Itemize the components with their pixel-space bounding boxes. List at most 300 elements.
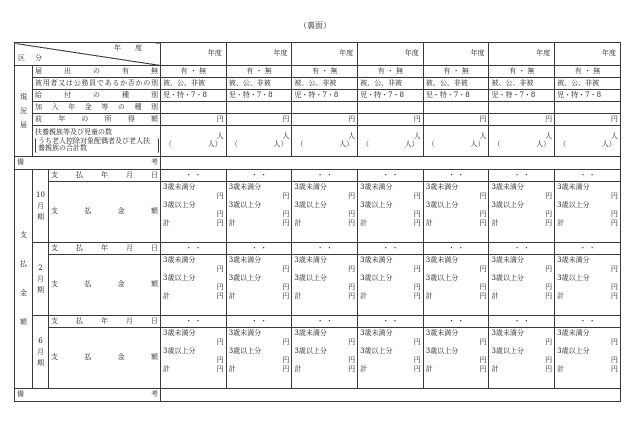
payment-date-cell[interactable] xyxy=(423,316,489,328)
paren-open: （ xyxy=(427,140,435,148)
date-dots: ・ ・ xyxy=(579,316,596,325)
yen-unit: 円 xyxy=(282,114,290,123)
yen-unit: 円 xyxy=(348,114,356,123)
payment-date-cell[interactable] xyxy=(555,170,621,182)
paren-open: （ xyxy=(230,140,238,148)
hiyosha-value: 被、公、非被 xyxy=(294,78,337,87)
over-3-label: 3歳以上分 xyxy=(425,274,459,282)
paren-close: 人） xyxy=(339,140,354,148)
payment-date-cell[interactable] xyxy=(358,243,424,255)
shotoku-cell[interactable] xyxy=(423,114,489,126)
todoke-cell[interactable] xyxy=(555,66,621,78)
yen-unit: 円 xyxy=(479,219,487,227)
year-label: 年度 xyxy=(339,49,354,58)
year-column-header xyxy=(161,43,227,66)
date-dots: ・ ・ xyxy=(250,243,268,252)
row-label-text: 届出の有無 xyxy=(35,66,159,75)
paren-close: 人） xyxy=(470,140,485,148)
under-3-label: 3歳未満分 xyxy=(491,183,524,191)
hiyosha-cell[interactable] xyxy=(358,78,424,90)
yen-unit: 円 xyxy=(348,356,356,364)
payment-date-cell[interactable] xyxy=(423,243,489,255)
hiyosha-value: 被、公、非被 xyxy=(491,78,534,87)
hiyosha-value: 被、公、非被 xyxy=(360,78,403,87)
nenkin-cell[interactable] xyxy=(161,102,227,114)
shotoku-cell[interactable] xyxy=(555,114,621,126)
kyufu-value: 児・特・7・8 xyxy=(425,90,470,99)
nenkin-cell[interactable] xyxy=(358,102,424,114)
payment-date-cell[interactable] xyxy=(358,316,424,328)
status-form-table xyxy=(14,42,621,402)
yen-unit: 円 xyxy=(216,365,224,373)
row-label-text: 被用者又は公務員であるか否かの別 xyxy=(35,78,159,87)
payment-amount-cell[interactable] xyxy=(489,328,555,389)
todoke-cell[interactable] xyxy=(161,66,227,78)
hiyosha-cell[interactable] xyxy=(555,78,621,90)
payment-amount-text: 支払金額 xyxy=(51,207,159,216)
yen-unit: 円 xyxy=(479,338,487,346)
hiyosha-value: 被、公、非被 xyxy=(163,78,206,87)
paren-close: 人） xyxy=(207,140,222,148)
todoke-cell[interactable] xyxy=(292,66,358,78)
payment-amount-cell[interactable] xyxy=(555,182,621,243)
header-corner-cell xyxy=(15,43,161,66)
under-3-label: 3歳未満分 xyxy=(360,329,393,337)
dependents-label: 扶養親族等及び児童の数 xyxy=(35,128,112,137)
paren-open: （ xyxy=(493,140,501,148)
kyufu-cell[interactable] xyxy=(489,90,555,102)
over-3-label: 3歳以上分 xyxy=(557,274,590,282)
todoke-value: 有 ・ 無 xyxy=(377,66,404,75)
under-3-label: 3歳未満分 xyxy=(557,329,590,337)
yen-unit: 円 xyxy=(479,283,487,291)
persons-unit: 人 xyxy=(282,132,290,141)
date-dots: ・ ・ xyxy=(447,316,465,325)
payment-amount-cell[interactable] xyxy=(226,328,292,389)
payment-date-cell[interactable] xyxy=(161,170,227,182)
payment-amount-cell[interactable] xyxy=(226,182,292,243)
payment-amount-cell[interactable] xyxy=(358,182,424,243)
yen-unit: 円 xyxy=(348,338,356,346)
yen-unit: 円 xyxy=(282,192,290,200)
payment-amount-cell[interactable] xyxy=(423,255,489,316)
year-column-header xyxy=(292,43,358,66)
payment-amount-cell[interactable] xyxy=(161,328,227,389)
payment-date-cell[interactable] xyxy=(292,170,358,182)
over-3-label: 3歳以上分 xyxy=(228,347,262,355)
yen-unit: 円 xyxy=(216,192,224,200)
remarks-label xyxy=(15,157,161,170)
todoke-value: 有 ・ 無 xyxy=(574,66,601,75)
payment-amount-label xyxy=(49,328,161,389)
payment-date-cell[interactable] xyxy=(555,316,621,328)
year-column-header xyxy=(358,43,424,66)
under-3-label: 3歳未満分 xyxy=(294,329,327,337)
kyufu-cell[interactable] xyxy=(555,90,621,102)
under-3-label: 3歳未満分 xyxy=(557,183,590,191)
yen-unit: 円 xyxy=(282,365,290,373)
yen-unit: 円 xyxy=(545,292,553,300)
under-3-label: 3歳未満分 xyxy=(163,256,196,264)
payment-date-cell[interactable] xyxy=(226,243,292,255)
yen-unit: 円 xyxy=(610,219,618,227)
total-label: 計 xyxy=(228,219,236,227)
fuyo-cell[interactable] xyxy=(423,126,489,157)
total-label: 計 xyxy=(491,219,499,227)
hiyosha-cell[interactable] xyxy=(423,78,489,90)
hiyosha-cell[interactable] xyxy=(226,78,292,90)
payment-date-text: 支払年月日 xyxy=(51,243,159,252)
dependents-note: うち老人控除対象配偶者及び老人扶養親族の合計数 xyxy=(35,138,159,153)
total-label: 計 xyxy=(294,292,302,300)
paren-close: 人） xyxy=(404,140,419,148)
persons-unit: 人 xyxy=(413,132,421,141)
row-label-text: 給付の種別 xyxy=(35,90,159,99)
payment-date-cell[interactable] xyxy=(226,170,292,182)
year-label: 年度 xyxy=(601,49,616,58)
over-3-label: 3歳以上分 xyxy=(491,274,524,282)
date-dots: ・ ・ xyxy=(316,170,333,179)
total-label: 計 xyxy=(491,365,499,373)
payment-date-cell[interactable] xyxy=(226,316,292,328)
row-label-shotoku xyxy=(33,114,161,126)
over-3-label: 3歳以上分 xyxy=(163,274,196,282)
over-3-label: 3歳以上分 xyxy=(491,347,524,355)
kyufu-cell[interactable] xyxy=(226,90,292,102)
over-3-label: 3歳以上分 xyxy=(294,201,327,209)
yen-unit: 円 xyxy=(348,265,356,273)
yen-unit: 円 xyxy=(216,338,224,346)
date-dots: ・ ・ xyxy=(513,243,530,252)
yen-unit: 円 xyxy=(216,356,224,364)
yen-unit: 円 xyxy=(545,210,553,218)
fuyo-cell[interactable] xyxy=(292,126,358,157)
header-year-label: 年度 xyxy=(114,44,157,52)
year-column-header xyxy=(555,43,621,66)
shotoku-cell[interactable] xyxy=(358,114,424,126)
yen-unit: 円 xyxy=(216,114,224,123)
yen-unit: 円 xyxy=(545,219,553,227)
hiyosha-value: 被、公、非被 xyxy=(557,78,600,87)
date-dots: ・ ・ xyxy=(250,316,268,325)
date-dots: ・ ・ xyxy=(579,243,596,252)
total-label: 計 xyxy=(228,365,236,373)
over-3-label: 3歳以上分 xyxy=(425,347,459,355)
hiyosha-cell[interactable] xyxy=(292,78,358,90)
row-label-hiyosha xyxy=(33,78,161,90)
yen-unit: 円 xyxy=(479,265,487,273)
under-3-label: 3歳未満分 xyxy=(228,256,262,264)
yen-unit: 円 xyxy=(348,283,356,291)
status-section-label: 現 況 届 xyxy=(15,66,33,157)
date-dots: ・ ・ xyxy=(250,170,268,179)
payment-date-cell[interactable] xyxy=(423,170,489,182)
under-3-label: 3歳未満分 xyxy=(294,183,327,191)
total-label: 計 xyxy=(425,365,433,373)
total-label: 計 xyxy=(425,219,433,227)
paren-open: （ xyxy=(362,140,370,148)
year-label: 年度 xyxy=(470,49,485,58)
yen-unit: 円 xyxy=(216,292,224,300)
year-column-header xyxy=(226,43,292,66)
total-label: 計 xyxy=(360,219,368,227)
year-label: 年度 xyxy=(207,49,222,58)
over-3-label: 3歳以上分 xyxy=(228,274,262,282)
date-dots: ・ ・ xyxy=(513,316,530,325)
yen-unit: 円 xyxy=(282,292,290,300)
payment-date-cell[interactable] xyxy=(489,243,555,255)
over-3-label: 3歳以上分 xyxy=(557,347,590,355)
yen-unit: 円 xyxy=(610,292,618,300)
payment-amount-cell[interactable] xyxy=(161,255,227,316)
todoke-value: 有 ・ 無 xyxy=(443,66,469,75)
over-3-label: 3歳以上分 xyxy=(294,347,327,355)
total-label: 計 xyxy=(557,365,565,373)
payment-period-label: 6 月 期 xyxy=(33,316,49,389)
yen-unit: 円 xyxy=(282,210,290,218)
over-3-label: 3歳以上分 xyxy=(360,347,393,355)
year-column-header xyxy=(489,43,555,66)
kyufu-cell[interactable] xyxy=(358,90,424,102)
payment-date-text: 支払年月日 xyxy=(51,170,159,179)
row-label-todoke xyxy=(33,66,161,78)
payment-amount-cell[interactable] xyxy=(292,328,358,389)
paren-close: 人） xyxy=(536,140,551,148)
kyufu-cell[interactable] xyxy=(292,90,358,102)
nenkin-cell[interactable] xyxy=(292,102,358,114)
total-label: 計 xyxy=(163,219,171,227)
paren-close: 人） xyxy=(273,140,288,148)
payment-amount-cell[interactable] xyxy=(292,182,358,243)
over-3-label: 3歳以上分 xyxy=(228,201,262,209)
remarks-text: 備考 xyxy=(17,390,159,399)
row-label-fuyo xyxy=(33,126,161,157)
fuyo-cell[interactable] xyxy=(489,126,555,157)
nenkin-cell[interactable] xyxy=(226,102,292,114)
kyufu-value: 児・特・7・8 xyxy=(163,90,207,99)
total-label: 計 xyxy=(163,292,171,300)
payment-amount-cell[interactable] xyxy=(489,255,555,316)
payment-amount-cell[interactable] xyxy=(555,328,621,389)
total-label: 計 xyxy=(557,219,565,227)
persons-unit: 人 xyxy=(545,132,553,141)
yen-unit: 円 xyxy=(545,338,553,346)
todoke-value: 有 ・ 無 xyxy=(509,66,535,75)
payment-date-label xyxy=(49,243,161,255)
kyufu-value: 児・特・7・8 xyxy=(360,90,404,99)
over-3-label: 3歳以上分 xyxy=(425,201,459,209)
todoke-cell[interactable] xyxy=(226,66,292,78)
remarks-text: 備考 xyxy=(17,158,159,167)
over-3-label: 3歳以上分 xyxy=(294,274,327,282)
payment-amount-cell[interactable] xyxy=(358,328,424,389)
yen-unit: 円 xyxy=(413,365,421,373)
under-3-label: 3歳未満分 xyxy=(360,183,393,191)
yen-unit: 円 xyxy=(282,265,290,273)
payment-amount-cell[interactable] xyxy=(423,328,489,389)
payment-amount-cell[interactable] xyxy=(489,182,555,243)
yen-unit: 円 xyxy=(282,338,290,346)
year-label: 年度 xyxy=(273,49,288,58)
total-label: 計 xyxy=(425,292,433,300)
payment-section-label: 支 払 金 額 xyxy=(15,170,33,389)
kyufu-cell[interactable] xyxy=(161,90,227,102)
yen-unit: 円 xyxy=(545,283,553,291)
payment-date-cell[interactable] xyxy=(489,316,555,328)
payment-date-cell[interactable] xyxy=(489,170,555,182)
yen-unit: 円 xyxy=(610,210,618,218)
payment-amount-cell[interactable] xyxy=(292,255,358,316)
yen-unit: 円 xyxy=(348,365,356,373)
fuyo-cell[interactable] xyxy=(555,126,621,157)
yen-unit: 円 xyxy=(413,210,421,218)
payment-date-label xyxy=(49,316,161,328)
paren-open: （ xyxy=(559,140,567,148)
yen-unit: 円 xyxy=(216,210,224,218)
yen-unit: 円 xyxy=(348,210,356,218)
yen-unit: 円 xyxy=(479,114,487,123)
kyufu-value: 児・特・7・8 xyxy=(491,90,536,99)
yen-unit: 円 xyxy=(610,114,618,123)
row-label-text: 前年の所得額 xyxy=(35,114,159,123)
yen-unit: 円 xyxy=(282,219,290,227)
year-label: 年度 xyxy=(404,49,419,58)
yen-unit: 円 xyxy=(479,356,487,364)
shotoku-cell[interactable] xyxy=(489,114,555,126)
date-dots: ・ ・ xyxy=(447,243,465,252)
date-dots: ・ ・ xyxy=(382,170,399,179)
nenkin-cell[interactable] xyxy=(489,102,555,114)
payment-date-text: 支払年月日 xyxy=(51,316,159,325)
payment-date-cell[interactable] xyxy=(292,316,358,328)
yen-unit: 円 xyxy=(610,283,618,291)
yen-unit: 円 xyxy=(479,192,487,200)
remarks-field-2[interactable] xyxy=(161,389,621,402)
yen-unit: 円 xyxy=(413,338,421,346)
under-3-label: 3歳未満分 xyxy=(491,329,524,337)
yen-unit: 円 xyxy=(348,292,356,300)
shotoku-cell[interactable] xyxy=(292,114,358,126)
hiyosha-value: 被、公、非被 xyxy=(425,78,468,87)
remarks-field[interactable] xyxy=(161,157,621,170)
persons-unit: 人 xyxy=(216,132,224,141)
row-label-text: 加入年金等の種別 xyxy=(35,102,159,111)
yen-unit: 円 xyxy=(413,292,421,300)
payment-amount-cell[interactable] xyxy=(555,255,621,316)
todoke-cell[interactable] xyxy=(489,66,555,78)
total-label: 計 xyxy=(294,219,302,227)
total-label: 計 xyxy=(228,292,236,300)
yen-unit: 円 xyxy=(545,114,553,123)
payment-amount-cell[interactable] xyxy=(226,255,292,316)
yen-unit: 円 xyxy=(545,356,553,364)
under-3-label: 3歳未満分 xyxy=(491,256,524,264)
date-dots: ・ ・ xyxy=(513,170,530,179)
yen-unit: 円 xyxy=(348,192,356,200)
shotoku-cell[interactable] xyxy=(226,114,292,126)
paren-open: （ xyxy=(165,140,173,148)
under-3-label: 3歳未満分 xyxy=(557,256,590,264)
paren-close: 人） xyxy=(601,140,616,148)
yen-unit: 円 xyxy=(413,283,421,291)
payment-amount-cell[interactable] xyxy=(161,182,227,243)
fuyo-cell[interactable] xyxy=(358,126,424,157)
year-column-header xyxy=(423,43,489,66)
yen-unit: 円 xyxy=(413,192,421,200)
hiyosha-value: 被、公、非被 xyxy=(228,78,271,87)
payment-date-cell[interactable] xyxy=(555,243,621,255)
total-label: 計 xyxy=(360,292,368,300)
payment-amount-label xyxy=(49,182,161,243)
remarks-label-2 xyxy=(15,389,161,402)
persons-unit: 人 xyxy=(479,132,487,141)
over-3-label: 3歳以上分 xyxy=(163,347,196,355)
total-label: 計 xyxy=(557,292,565,300)
over-3-label: 3歳以上分 xyxy=(360,274,393,282)
yen-unit: 円 xyxy=(610,265,618,273)
fuyo-cell[interactable] xyxy=(161,126,227,157)
yen-unit: 円 xyxy=(413,356,421,364)
yen-unit: 円 xyxy=(282,283,290,291)
todoke-cell[interactable] xyxy=(358,66,424,78)
kyufu-value: 児・特・7・8 xyxy=(294,90,339,99)
header-category-label: 区分 xyxy=(18,54,52,63)
yen-unit: 円 xyxy=(479,365,487,373)
yen-unit: 円 xyxy=(282,356,290,364)
todoke-cell[interactable] xyxy=(423,66,489,78)
payment-amount-cell[interactable] xyxy=(358,255,424,316)
payment-amount-text: 支払金額 xyxy=(51,353,159,362)
under-3-label: 3歳未満分 xyxy=(163,183,196,191)
todoke-value: 有 ・ 無 xyxy=(180,66,207,75)
yen-unit: 円 xyxy=(545,192,553,200)
nenkin-cell[interactable] xyxy=(555,102,621,114)
payment-amount-cell[interactable] xyxy=(423,182,489,243)
payment-date-cell[interactable] xyxy=(161,316,227,328)
under-3-label: 3歳未満分 xyxy=(163,329,196,337)
hiyosha-cell[interactable] xyxy=(489,78,555,90)
date-dots: ・ ・ xyxy=(185,170,202,179)
yen-unit: 円 xyxy=(413,219,421,227)
date-dots: ・ ・ xyxy=(316,243,333,252)
kyufu-cell[interactable] xyxy=(423,90,489,102)
total-label: 計 xyxy=(294,365,302,373)
yen-unit: 円 xyxy=(545,265,553,273)
fuyo-cell[interactable] xyxy=(226,126,292,157)
over-3-label: 3歳以上分 xyxy=(557,201,590,209)
shotoku-cell[interactable] xyxy=(161,114,227,126)
yen-unit: 円 xyxy=(413,265,421,273)
payment-amount-label xyxy=(49,255,161,316)
payment-date-cell[interactable] xyxy=(161,243,227,255)
yen-unit: 円 xyxy=(610,365,618,373)
persons-unit: 人 xyxy=(610,132,618,141)
yen-unit: 円 xyxy=(216,219,224,227)
yen-unit: 円 xyxy=(545,365,553,373)
kyufu-value: 児・特・7・8 xyxy=(228,90,273,99)
page-title: （裏面） xyxy=(299,21,331,30)
payment-period-label: 2 月 期 xyxy=(33,243,49,316)
payment-date-cell[interactable] xyxy=(292,243,358,255)
nenkin-cell[interactable] xyxy=(423,102,489,114)
over-3-label: 3歳以上分 xyxy=(491,201,524,209)
yen-unit: 円 xyxy=(348,219,356,227)
payment-date-cell[interactable] xyxy=(358,170,424,182)
todoke-value: 有 ・ 無 xyxy=(246,66,272,75)
row-label-nenkin xyxy=(33,102,161,114)
date-dots: ・ ・ xyxy=(447,170,465,179)
hiyosha-cell[interactable] xyxy=(161,78,227,90)
